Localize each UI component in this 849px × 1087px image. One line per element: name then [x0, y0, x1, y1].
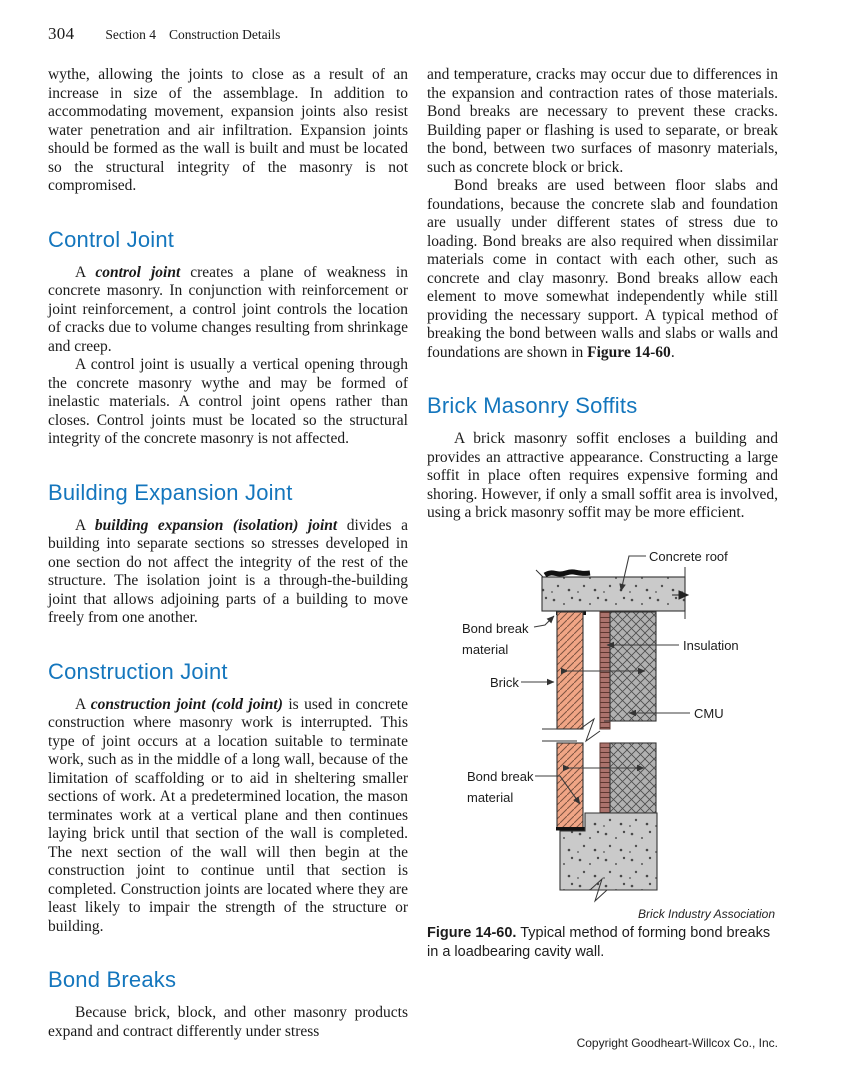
paragraph: A construction joint (cold joint) is used in concrete construction where masonry work is interrupted. This type of joint occurs at a location suitable to terminate work, such as in the middle of a long wall, because of the limitation of scaffolding or to aid in sheltering smaller sections of work. At a predetermined location, the mason terminates work at a vertical plane and then continues laying brick until that section of the wall is completed. The next section of the wall will then begin at the construction joint to continue until that section is completed. Construction joints are located where they are least likely to impair the strength of the structure or building. [48, 695, 408, 935]
paragraph: A control joint creates a plane of weakness in concrete masonry. In conjunction with reinforcement or joint reinforcement, a control joint controls the location of cracks due to volume changes resulting from shrinkage and creep. [48, 263, 408, 355]
concrete-roof-slab [536, 567, 688, 619]
label-bond-break-upper-2: material [462, 641, 509, 657]
page-header [48, 24, 280, 44]
heading-control-joint: Control Joint [48, 226, 175, 252]
label-concrete-roof: Concrete roof [649, 548, 728, 564]
label-brick: Brick [490, 674, 519, 690]
heading-building-expansion-joint: Building Expansion Joint [48, 479, 293, 505]
page-number: 304 [48, 24, 75, 43]
figure-credit: Brick Industry Association [638, 906, 775, 921]
paragraph: Because brick, block, and other masonry products expand and contract differently under stress [48, 1004, 408, 1040]
paragraph: A brick masonry soffit encloses a building and provides an attractive appearance. Constructing a large soffit in place often requires expensive forming and shoring. However, if only a small soffit area is involved, using a brick masonry soffit may be more efficient. [427, 430, 778, 521]
label-bond-break-lower-2: material [467, 789, 514, 805]
right-column [427, 66, 778, 963]
figure-caption: Figure 14-60. Typical method of forming bond breaks in a loadbearing cavity wall. [427, 924, 771, 960]
label-bond-break-upper-1: Bond break [462, 620, 529, 636]
figure-14-60 [427, 543, 778, 963]
running-head-title: Construction Details [169, 27, 281, 42]
label-bond-break-lower-1: Bond break [467, 768, 534, 784]
cmu-upper [610, 612, 656, 721]
heading-construction-joint: Construction Joint [48, 658, 228, 684]
bond-break-strip-lower [556, 827, 586, 831]
paragraph: Bond breaks are used between floor slabs and foundations, because the concrete slab and foundation are usually under different states of stress due to loading. Bond breaks are also required when dissimilar materials come in contact with each other, such as concrete and clay masonry. Bond breaks allow each element to move somewhat independently while still providing the necessary support. A typical method of breaking the bond between walls and slabs or walls and foundations are shown in Figure 14-60. [427, 177, 778, 361]
heading-brick-masonry-soffits: Brick Masonry Soffits [427, 393, 638, 418]
insulation-lower [600, 743, 610, 813]
left-column [48, 66, 408, 1041]
label-cmu: CMU [694, 705, 724, 721]
paragraph-continued: and temperature, cracks may occur due to differences in the expansion and contraction rates of those materials. Bond breaks are necessary to prevent these cracks. Building paper or flashing is used to separate, or break the bond, between two surfaces of masonry materials, such as concrete block or brick. [427, 66, 778, 176]
label-insulation: Insulation [683, 637, 739, 653]
leader-bond-break-upper [534, 616, 554, 627]
paragraph: A building expansion (isolation) joint divides a building into separate sections so stresses developed in one section do not affect the integrity of the rest of the structure. The isolation joint is a through-the-building joint that allows adjoining parts of a building to move freely from one another. [48, 516, 409, 626]
bond-break-diagram [420, 543, 780, 905]
roofing-gravel [545, 571, 590, 574]
paragraph: A control joint is usually a vertical opening through the concrete masonry wythe and may be formed of inelastic materials. A control joint opens rather than closes. Control joints must be located so the structural integrity of the concrete masonry is not affected. [48, 356, 408, 447]
paragraph-continued: wythe, allowing the joints to close as a result of an increase in size of the assemblage. In addition to accommodating movement, expansion joints also resist water penetration and air infiltration. Expansion joints should be formed as the wall is built and must be located so the structural integrity of the masonry is not compromised. [48, 66, 408, 194]
cmu-lower [610, 743, 656, 813]
heading-bond-breaks: Bond Breaks [48, 967, 177, 992]
copyright-footer: Copyright Goodheart-Willcox Co., Inc. [576, 1036, 778, 1050]
running-head-section: Section 4 [105, 27, 157, 42]
brick-wythe-lower [557, 743, 583, 828]
